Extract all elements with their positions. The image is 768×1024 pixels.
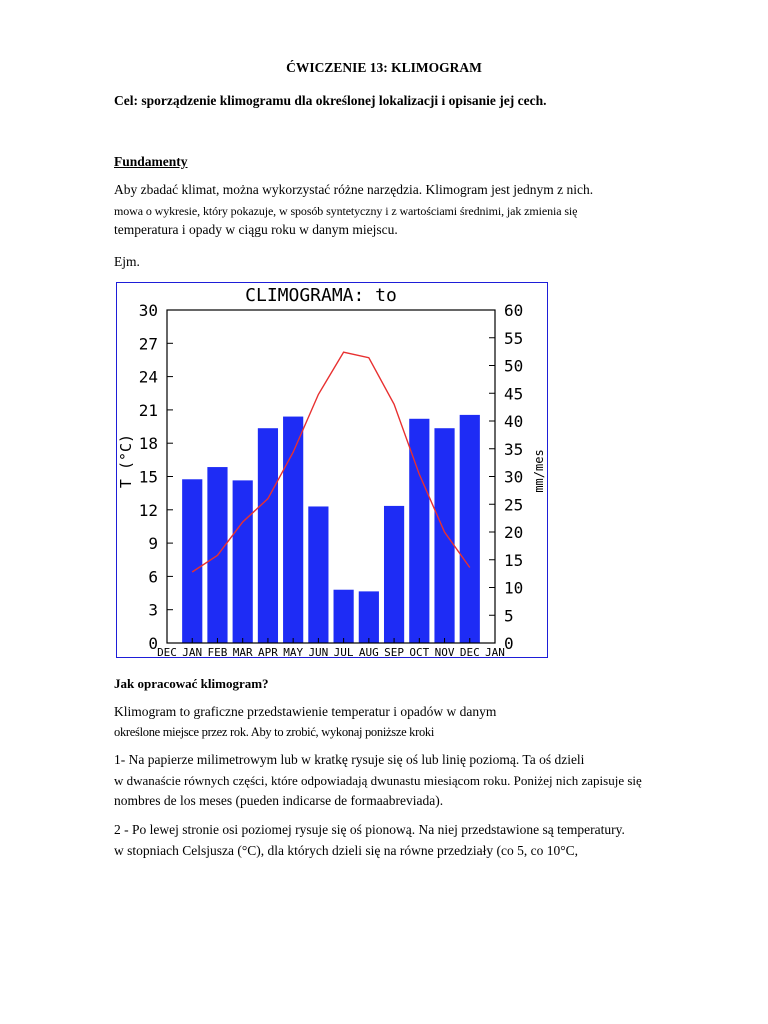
precipitation-bar xyxy=(460,415,480,643)
right-tick-label: 10 xyxy=(504,578,524,598)
example-label: Ejm. xyxy=(114,254,140,269)
paragraph-line: 2 - Po lewej stronie osi poziomej rysuje się oś pionową. Na niej przedstawione są temperatury. xyxy=(114,822,625,837)
paragraph-line: Aby zbadać klimat, można wykorzystać różne narzędzia. Klimogram jest jednym z nich. xyxy=(114,182,594,197)
right-tick-label: 25 xyxy=(504,495,524,515)
right-tick-label: 35 xyxy=(504,439,524,459)
right-tick-label: 20 xyxy=(504,523,524,542)
left-tick-label: 12 xyxy=(138,500,158,520)
month-label: MAY xyxy=(283,646,304,659)
month-label: OCT xyxy=(409,646,430,659)
month-label: FEB xyxy=(207,646,228,659)
page-title: ĆWICZENIE 13: KLIMOGRAM xyxy=(286,60,482,75)
month-label: MAR xyxy=(232,646,253,659)
right-tick-label: 60 xyxy=(504,301,524,320)
month-label: JUN xyxy=(308,646,329,659)
precipitation-bar xyxy=(308,506,328,643)
right-tick-label: 5 xyxy=(504,606,514,626)
month-label: DEC xyxy=(157,646,177,659)
right-tick-label: 30 xyxy=(504,467,524,487)
section-heading-fundamentals: Fundamenty xyxy=(114,154,188,169)
precipitation-bar xyxy=(233,480,253,643)
right-tick-label: 55 xyxy=(504,328,524,348)
goal-text: Cel: sporządzenie klimogramu dla określonej lokalizacji i opisanie jej cech. xyxy=(114,93,547,108)
right-tick-label: 40 xyxy=(504,412,524,431)
precipitation-bar xyxy=(384,506,404,643)
climogram-svg xyxy=(117,283,549,659)
right-tick-label: 15 xyxy=(504,550,524,570)
paragraph-line: Klimogram to graficzne przedstawienie temperatur i opadów w danym xyxy=(114,704,497,719)
right-tick-label: 45 xyxy=(504,384,524,404)
right-axis-label: mm/mes xyxy=(532,449,546,493)
month-label: AUG xyxy=(358,646,379,659)
paragraph-line: mowa o wykresie, który pokazuje, w sposób syntetyczny i z wartościami średnimi, jak zmienia się xyxy=(114,204,578,218)
paragraph-line: w dwanaście równych części, które odpowiadają dwunastu miesiącom roku. Poniżej nich zapisuje się xyxy=(114,773,642,788)
climogram-chart xyxy=(116,282,548,658)
precipitation-bar xyxy=(182,479,202,643)
month-label: APR xyxy=(257,646,278,659)
precipitation-bar xyxy=(334,590,354,643)
paragraph-line: w stopniach Celsjusza (°C), dla których dzieli się na równe przedziały (co 5, co 10°C, xyxy=(114,843,579,858)
left-tick-label: 9 xyxy=(148,534,158,554)
paragraph-line: 1- Na papierze milimetrowym lub w kratkę rysuje się oś lub linię poziomą. Ta oś dzieli xyxy=(114,752,585,767)
right-tick-label: 0 xyxy=(504,634,514,653)
left-tick-label: 30 xyxy=(138,301,158,320)
paragraph-line: określone miejsce przez rok. Aby to zrobić, wykonaj poniższe kroki xyxy=(114,725,435,739)
month-label: NOV xyxy=(434,646,455,659)
left-tick-label: 27 xyxy=(138,334,158,354)
left-tick-label: 21 xyxy=(138,400,158,420)
chart-title: CLIMOGRAMA: to xyxy=(245,285,397,306)
left-tick-label: 3 xyxy=(148,600,158,620)
section-heading-how-to: Jak opracować klimogram? xyxy=(114,676,269,691)
month-label: JUL xyxy=(333,646,354,659)
right-tick-label: 50 xyxy=(504,356,524,376)
left-tick-label: 18 xyxy=(138,434,158,454)
paragraph-line: temperatura i opady w ciągu roku w danym miejscu. xyxy=(114,222,398,237)
left-axis-label: T (°C) xyxy=(117,433,135,489)
left-tick-label: 24 xyxy=(138,367,158,387)
month-label: JAN xyxy=(182,646,203,659)
precipitation-bar xyxy=(434,428,454,643)
precipitation-bar xyxy=(359,591,379,643)
left-tick-label: 6 xyxy=(148,567,158,587)
month-label: JAN xyxy=(485,646,505,659)
precipitation-bar xyxy=(258,428,278,643)
left-tick-label: 0 xyxy=(148,634,158,653)
paragraph-line: nombres de los meses (pueden indicarse de formaabreviada). xyxy=(114,793,444,808)
month-label: SEP xyxy=(384,646,405,659)
precipitation-bar xyxy=(409,419,429,643)
month-label: DEC xyxy=(459,646,480,659)
left-tick-label: 15 xyxy=(138,467,158,487)
